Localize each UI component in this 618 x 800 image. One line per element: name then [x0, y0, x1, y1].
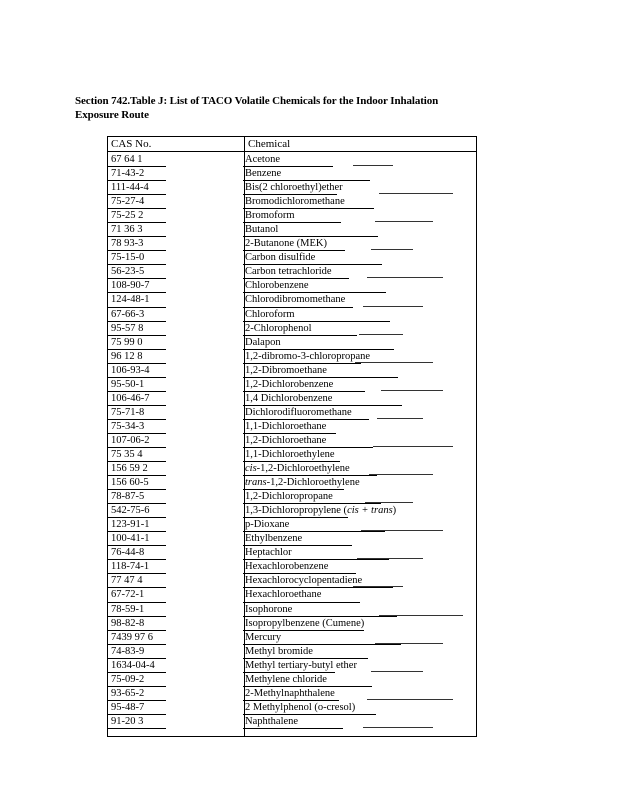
- table-row: [108, 476, 476, 490]
- table-row: [108, 645, 476, 659]
- chemical-name: Chlorobenzene: [245, 280, 309, 292]
- cas-number: 106-93-4: [111, 364, 150, 376]
- cas-number: 91-20 3: [111, 715, 144, 727]
- table-row: [108, 673, 476, 687]
- table-row: [108, 293, 476, 307]
- cas-number: 100-41-1: [111, 533, 150, 545]
- cas-number: 542-75-6: [111, 505, 150, 517]
- table-row: [108, 448, 476, 462]
- cas-number: 95-48-7: [111, 701, 145, 713]
- chemical-name: Hexachlorobenzene: [245, 561, 329, 573]
- cas-number: 108-90-7: [111, 280, 150, 292]
- table-row: [108, 392, 476, 406]
- table-row: [108, 588, 476, 602]
- document-title: [75, 94, 515, 122]
- scan-mark: [375, 221, 433, 222]
- chemical-name: 2-Butanone (MEK): [245, 238, 327, 250]
- chemical-name: 1,2-Dichlorobenzene: [245, 378, 334, 390]
- table-row: [108, 364, 476, 378]
- cas-number: 74-83-9: [111, 645, 145, 657]
- table-row: [108, 237, 476, 251]
- cas-number: 77 47 4: [111, 575, 143, 587]
- scan-mark: [363, 727, 433, 728]
- table-row: [108, 279, 476, 293]
- table-body: [108, 153, 476, 729]
- scan-mark: [367, 699, 453, 700]
- scan-mark: [377, 418, 423, 419]
- cas-number: 75-09-2: [111, 673, 145, 685]
- cas-number: 71 36 3: [111, 224, 143, 236]
- chemical-name: 1,4 Dichlorobenzene: [245, 392, 333, 404]
- table-row: [108, 434, 476, 448]
- scan-mark: [357, 558, 423, 559]
- chemical-name: Dalapon: [245, 336, 281, 348]
- chemical-name: Hexachlorocyclopentadiene: [245, 575, 363, 587]
- chemical-name: Bis(2 chloroethyl)ether: [245, 182, 343, 194]
- table-row: [108, 209, 476, 223]
- table-row: [108, 701, 476, 715]
- cas-number: 124-48-1: [111, 294, 150, 306]
- header-divider: [108, 151, 476, 152]
- scan-mark: [363, 306, 423, 307]
- scan-mark: [355, 362, 433, 363]
- table-row: [108, 617, 476, 631]
- table-row: [108, 322, 476, 336]
- chemical-name: Isophorone: [245, 603, 293, 615]
- chemical-name: 2-Chlorophenol: [245, 322, 312, 334]
- cas-number: 123-91-1: [111, 519, 150, 531]
- chemical-name: Bromoform: [245, 210, 295, 222]
- scan-mark: [367, 277, 443, 278]
- chemical-name: Carbon tetrachloride: [245, 266, 332, 278]
- cas-number: 75-71-8: [111, 406, 145, 418]
- cas-number: 118-74-1: [111, 561, 150, 573]
- chemical-name: Methyl bromide: [245, 645, 313, 657]
- scan-mark: [379, 615, 463, 616]
- chemical-name: Methyl tertiary-butyl ether: [245, 659, 357, 671]
- table-row: [108, 265, 476, 279]
- cas-number: 156 60-5: [111, 477, 149, 489]
- cas-number: 75 35 4: [111, 448, 143, 460]
- cas-number: 7439 97 6: [111, 631, 153, 643]
- chemical-name: 1,2-Dibromoethane: [245, 364, 327, 376]
- chemical-name: 1,1-Dichloroethylene: [245, 448, 335, 460]
- scan-mark: [373, 446, 453, 447]
- table-row: [108, 546, 476, 560]
- chemical-name: Acetone: [245, 154, 280, 165]
- chemical-name: 1,2-Dichloropropane: [245, 491, 333, 503]
- scan-mark: [375, 643, 443, 644]
- cas-number: 96 12 8: [111, 350, 143, 362]
- table-row: [108, 490, 476, 504]
- cas-number: 75 99 0: [111, 336, 143, 348]
- chemical-name: Bromodichloromethane: [245, 196, 345, 208]
- chemical-name: Methylene chloride: [245, 673, 327, 685]
- chemical-name: Dichlorodifluoromethane: [245, 406, 352, 418]
- scan-mark: [371, 249, 413, 250]
- table-row: [108, 659, 476, 673]
- title-line-2: Exposure Route: [75, 109, 149, 121]
- table-row: [108, 153, 476, 167]
- cas-number: 111-44-4: [111, 182, 149, 194]
- cas-number: 93-65-2: [111, 687, 145, 699]
- chemical-name: Mercury: [245, 631, 282, 643]
- cas-number: 75-34-3: [111, 420, 145, 432]
- chemical-name: 2-Methylnaphthalene: [245, 687, 335, 699]
- chemical-name: 1,1-Dichloroethane: [245, 420, 327, 432]
- scan-mark: [365, 502, 413, 503]
- chemical-name: Hexachloroethane: [245, 589, 322, 601]
- cas-number: 106-46-7: [111, 392, 150, 404]
- cas-number: 98-82-8: [111, 617, 145, 629]
- chemical-name: p-Dioxane: [245, 519, 290, 531]
- header-cas: CAS No.: [111, 138, 152, 150]
- cas-number: 78-59-1: [111, 603, 145, 615]
- table-row: [108, 715, 476, 729]
- cas-number: 95-50-1: [111, 378, 145, 390]
- title-line-1: Section 742.Table J: List of TACO Volatile Chemicals for the Indoor Inhalation: [75, 95, 439, 107]
- cas-number: 78-87-5: [111, 491, 145, 503]
- cas-number: 76-44-8: [111, 547, 145, 559]
- chemical-name: cis-1,2-Dichloroethylene: [245, 463, 350, 475]
- table-row: [108, 518, 476, 532]
- cas-number: 56-23-5: [111, 266, 145, 278]
- table-row: [108, 181, 476, 195]
- chemical-name: 1,3-Dichloropropylene (cis + trans): [245, 505, 397, 517]
- chemical-name: Ethylbenzene: [245, 533, 303, 545]
- chemical-name: Chloroform: [245, 308, 295, 320]
- cas-number: 67-72-1: [111, 589, 145, 601]
- table-row: [108, 603, 476, 617]
- table-row: [108, 350, 476, 364]
- chemicals-table: [107, 136, 477, 737]
- chemical-name: 1,2-Dichloroethane: [245, 434, 327, 446]
- chemical-name: Butanol: [245, 224, 279, 236]
- chemical-name: Heptachlor: [245, 547, 292, 559]
- cas-number: 67-66-3: [111, 308, 145, 320]
- table-row: [108, 462, 476, 476]
- scan-mark: [371, 671, 423, 672]
- table-row: [108, 167, 476, 181]
- table-row: [108, 574, 476, 588]
- cas-underline: [108, 728, 166, 729]
- cas-number: 75-27-4: [111, 196, 145, 208]
- table-row: [108, 378, 476, 392]
- table-row: [108, 308, 476, 322]
- cas-number: 156 59 2: [111, 463, 148, 475]
- chemical-name: Chlorodibromomethane: [245, 294, 346, 306]
- chemical-name: Naphthalene: [245, 715, 299, 727]
- cas-number: 71-43-2: [111, 168, 145, 180]
- chemical-underline: [243, 728, 343, 729]
- scan-mark: [353, 586, 403, 587]
- scan-mark: [379, 193, 453, 194]
- table-row: [108, 560, 476, 574]
- table-row: [108, 532, 476, 546]
- table-row: [108, 504, 476, 518]
- table-row: [108, 406, 476, 420]
- cas-number: 75-25 2: [111, 210, 144, 222]
- header-chemical: Chemical: [248, 138, 291, 150]
- chemical-name: 2 Methylphenol (o-cresol): [245, 701, 356, 713]
- chemical-name: Benzene: [245, 168, 282, 180]
- chemical-name: Carbon disulfide: [245, 252, 316, 264]
- chemical-name: 1,2-dibromo-3-chloropropane: [245, 350, 371, 362]
- scan-mark: [369, 474, 433, 475]
- cas-number: 75-15-0: [111, 252, 145, 264]
- table-row: [108, 687, 476, 701]
- scan-mark: [353, 165, 393, 166]
- table-row: [108, 420, 476, 434]
- scan-mark: [361, 530, 443, 531]
- scan-mark: [359, 334, 403, 335]
- table-row: [108, 195, 476, 209]
- table-row: [108, 336, 476, 350]
- cas-number: 67 64 1: [111, 154, 143, 165]
- scan-mark: [381, 390, 443, 391]
- table-row: [108, 223, 476, 237]
- cas-number: 107-06-2: [111, 434, 150, 446]
- table-row: [108, 631, 476, 645]
- chemical-name: trans-1,2-Dichloroethylene: [245, 477, 360, 489]
- cas-number: 1634-04-4: [111, 659, 155, 671]
- cas-number: 95-57 8: [111, 322, 144, 334]
- cas-number: 78 93-3: [111, 238, 144, 250]
- chemical-name: Isopropylbenzene (Cumene): [245, 617, 365, 629]
- table-row: [108, 251, 476, 265]
